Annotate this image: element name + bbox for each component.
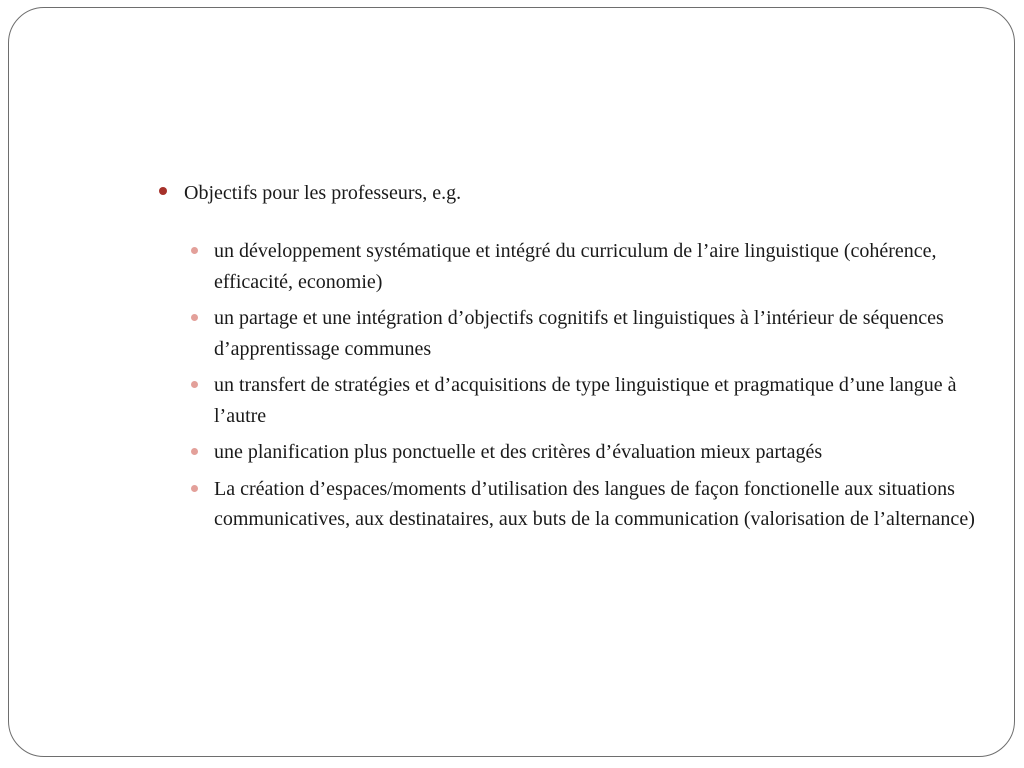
sub-bullet-item xyxy=(159,370,989,431)
sub-bullet-text: La création d’espaces/moments d’utilisation des langues de façon fonctionelle aux situations communicatives, aux destinataires, aux buts de la communication (valorisation de l’alternance) xyxy=(214,477,975,530)
sub-bullet-text: un partage et une intégration d’objectifs cognitifs et linguistiques à l’intérieur de séquences d’apprentissage communes xyxy=(214,307,944,360)
sub-bullet-text: un transfert de stratégies et d’acquisitions de type linguistique et pragmatique d’une langue à l’autre xyxy=(214,374,957,427)
main-bullet-item xyxy=(159,178,989,208)
sub-bullet-item xyxy=(159,303,989,364)
slide-frame xyxy=(8,7,1015,757)
sub-bullet-item xyxy=(159,437,989,468)
sub-bullet-dot-icon xyxy=(191,381,198,388)
sub-bullet-dot-icon xyxy=(191,448,198,455)
sub-bullet-dot-icon xyxy=(191,485,198,492)
slide-content xyxy=(159,178,989,541)
sub-bullet-text: un développement systématique et intégré du curriculum de l’aire linguistique (cohérence, efficacité, economie) xyxy=(214,240,937,293)
sub-bullet-list xyxy=(159,236,989,535)
sub-bullet-dot-icon xyxy=(191,314,198,321)
sub-bullet-text: une planification plus ponctuelle et des critères d’évaluation mieux partagés xyxy=(214,441,823,463)
sub-bullet-item xyxy=(159,236,989,297)
sub-bullet-item xyxy=(159,474,989,535)
main-bullet-text: Objectifs pour les professeurs, e.g. xyxy=(184,182,462,204)
bullet-dot-icon xyxy=(159,187,167,195)
sub-bullet-dot-icon xyxy=(191,247,198,254)
